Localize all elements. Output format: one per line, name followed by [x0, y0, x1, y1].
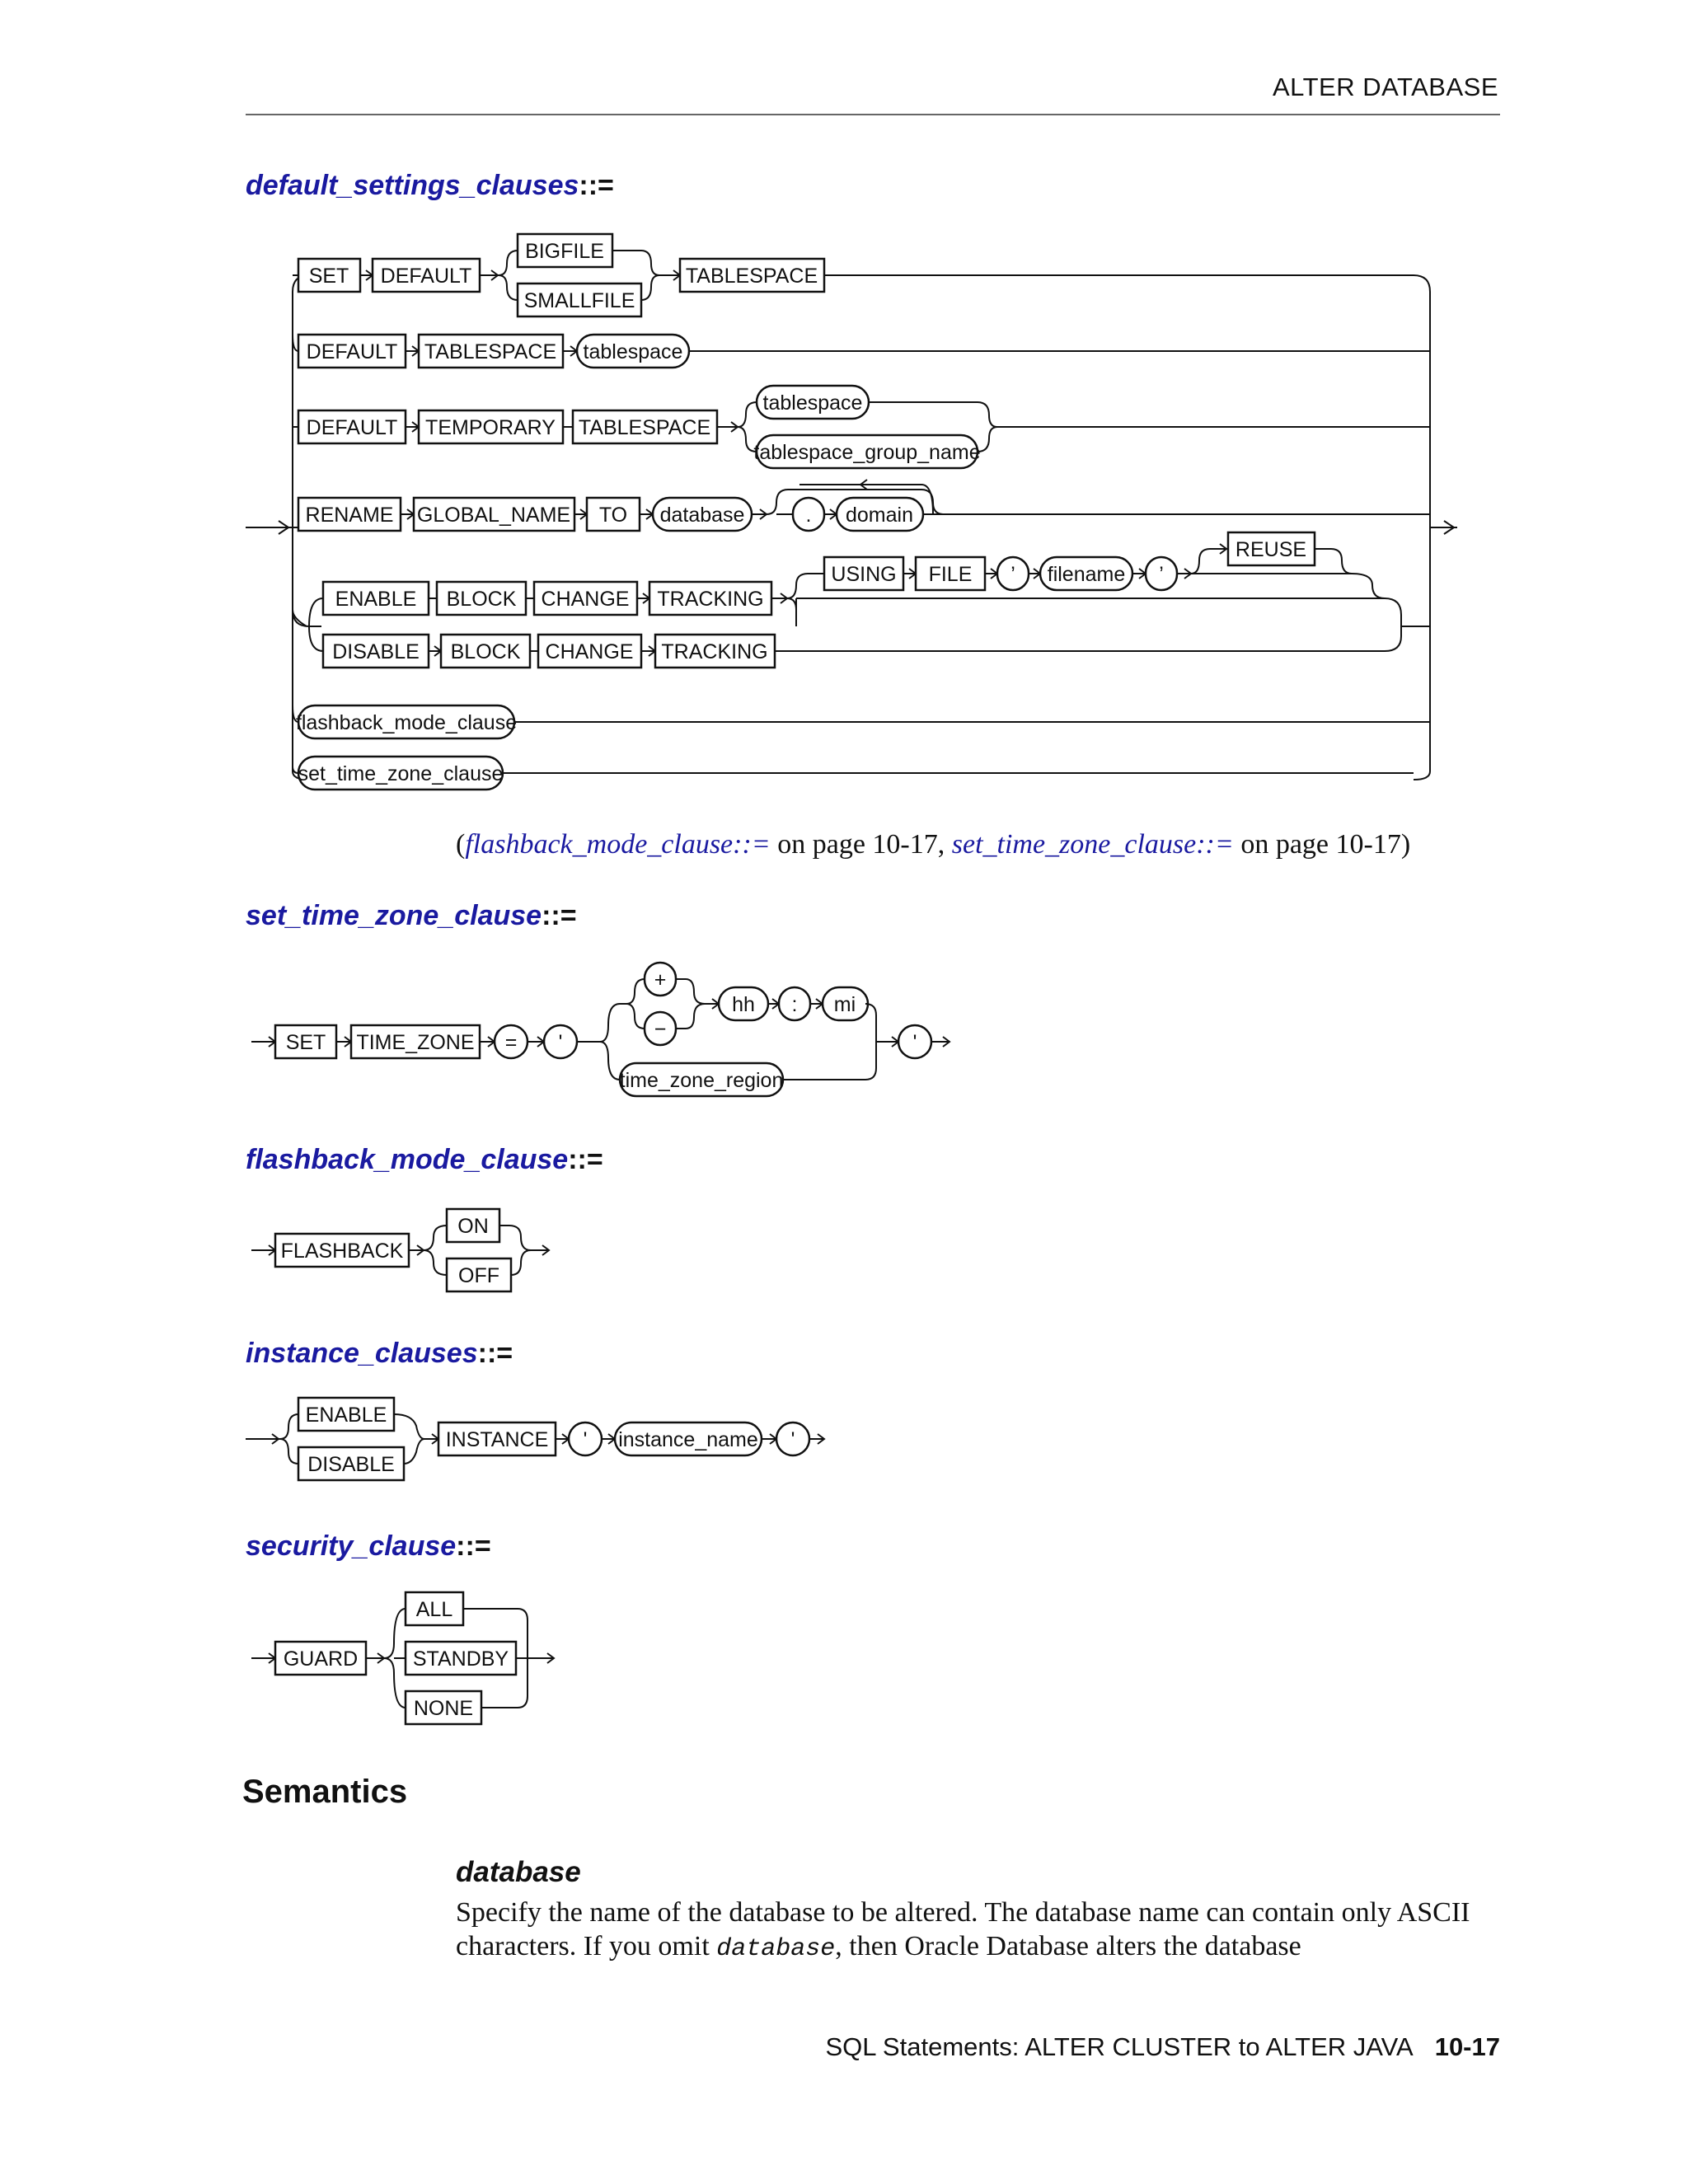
text-tablespace: tablespace: [583, 340, 683, 363]
text-default-2: DEFAULT: [306, 340, 398, 363]
text-block: BLOCK: [446, 588, 517, 611]
heading-instance-suffix: ::=: [477, 1338, 513, 1369]
diagram-flashback-mode: [0, 1199, 1688, 1315]
text-reuse: REUSE: [1235, 538, 1307, 561]
heading-default-settings-suffix: ::=: [579, 170, 614, 201]
footer-page-number: 10-17: [1434, 2032, 1500, 2061]
heading-set-time-zone-name: set_time_zone_clause: [246, 900, 542, 931]
footer-chapter: SQL Statements: ALTER CLUSTER to ALTER JAVA: [825, 2032, 1414, 2061]
paragraph-code-database: database: [716, 1935, 836, 1963]
text-change: CHANGE: [541, 588, 630, 611]
text-tz-quote-2: ': [912, 1031, 917, 1054]
semantics-paragraph: [456, 1896, 1503, 1966]
text-standby: STANDBY: [412, 1647, 509, 1671]
heading-instance-name: instance_clauses: [246, 1338, 478, 1369]
heading-default-settings-clauses: [246, 170, 614, 202]
text-tz-minus: −: [654, 1018, 667, 1041]
text-quote-1: ’: [1010, 563, 1015, 586]
crossref-line: [456, 829, 1410, 860]
crossref-open: (: [456, 829, 466, 860]
heading-instance-clauses: [246, 1338, 513, 1370]
text-tablespace-group-name: tablespace_group_name: [753, 441, 981, 464]
heading-security-name: security_clause: [246, 1530, 457, 1562]
semantics-subheading-database: database: [456, 1856, 581, 1888]
heading-security-clause: [246, 1530, 491, 1563]
text-smallfile: SMALLFILE: [523, 289, 635, 312]
text-file: FILE: [928, 563, 973, 586]
text-block-2: BLOCK: [450, 640, 521, 663]
text-time-zone-region: time_zone_region: [619, 1069, 784, 1092]
page-footer: [825, 2032, 1500, 2062]
text-instance-kw: INSTANCE: [445, 1428, 549, 1451]
text-set-time-zone-clause: set_time_zone_clause: [298, 762, 504, 785]
text-default: DEFAULT: [380, 265, 472, 288]
text-dot: .: [805, 504, 812, 527]
text-all: ALL: [415, 1598, 453, 1621]
text-none: NONE: [413, 1697, 474, 1720]
text-rename: RENAME: [305, 504, 394, 527]
diagram-default-settings: [0, 223, 1688, 816]
header-rule: [246, 114, 1500, 115]
paragraph-part-2: , then Oracle Database alters the database: [835, 1931, 1301, 1961]
text-instance-quote-2: ': [790, 1428, 795, 1451]
text-tz-mi: mi: [833, 993, 856, 1016]
text-flashback-mode-clause: flashback_mode_clause: [295, 711, 518, 734]
crossref-text-2: on page 10-17): [1233, 829, 1411, 860]
text-filename: filename: [1047, 563, 1126, 586]
crossref-link-set-time-zone[interactable]: set_time_zone_clause::=: [951, 829, 1234, 860]
text-on: ON: [457, 1215, 489, 1238]
text-tracking-2: TRACKING: [661, 640, 768, 663]
heading-flashback-mode-name: flashback_mode_clause: [246, 1144, 569, 1175]
text-tz-colon: :: [791, 993, 798, 1016]
text-tracking: TRACKING: [657, 588, 764, 611]
text-tz-hh: hh: [732, 993, 755, 1016]
text-global-name: GLOBAL_NAME: [416, 504, 571, 527]
text-guard: GUARD: [283, 1647, 359, 1671]
semantics-heading: Semantics: [242, 1774, 408, 1810]
text-enable: ENABLE: [335, 588, 417, 611]
text-tz-eq: =: [504, 1031, 518, 1054]
heading-flashback-mode-clause: [246, 1144, 603, 1176]
text-default-3: DEFAULT: [306, 416, 398, 439]
text-time-zone: TIME_ZONE: [356, 1031, 475, 1054]
paragraph-part-1: Specify the name of the database to be altered. The database name can contain only ASCII characters. If you omit: [456, 1897, 1470, 1961]
text-tz-plus: +: [654, 968, 667, 991]
text-tablespace-kw-2: TABLESPACE: [424, 340, 557, 363]
text-database: database: [659, 504, 745, 527]
heading-default-settings-name: default_settings_clauses: [246, 170, 579, 201]
text-tz-set: SET: [285, 1031, 326, 1054]
heading-security-suffix: ::=: [456, 1530, 491, 1562]
diagram-instance: [0, 1393, 1688, 1500]
text-change-2: CHANGE: [545, 640, 634, 663]
text-tablespace-kw-3: TABLESPACE: [578, 416, 711, 439]
crossref-text-1: on page 10-17,: [770, 829, 952, 860]
text-to: TO: [598, 504, 628, 527]
text-tablespace-kw: TABLESPACE: [685, 265, 818, 288]
text-domain: domain: [846, 504, 913, 527]
text-off: OFF: [458, 1264, 499, 1287]
text-set: SET: [308, 265, 349, 288]
text-temporary: TEMPORARY: [425, 416, 556, 439]
crossref-link-flashback[interactable]: flashback_mode_clause::=: [465, 829, 771, 860]
running-header: ALTER DATABASE: [1272, 73, 1498, 101]
text-instance-quote-1: ': [583, 1428, 588, 1451]
text-tablespace-2: tablespace: [762, 391, 863, 415]
text-instance-name: instance_name: [618, 1428, 758, 1451]
text-instance-enable: ENABLE: [305, 1404, 387, 1427]
text-tz-quote-1: ': [558, 1031, 563, 1054]
heading-flashback-mode-suffix: ::=: [568, 1144, 603, 1175]
text-flashback: FLASHBACK: [280, 1240, 404, 1263]
text-quote-2: ’: [1159, 563, 1164, 586]
diagram-set-time-zone: [0, 956, 1688, 1113]
text-bigfile: BIGFILE: [525, 240, 604, 263]
diagram-security: [0, 1584, 1688, 1741]
text-instance-disable: DISABLE: [307, 1453, 395, 1476]
text-using: USING: [831, 563, 897, 586]
heading-set-time-zone-suffix: ::=: [542, 900, 577, 931]
heading-set-time-zone-clause: [246, 900, 577, 932]
text-disable: DISABLE: [332, 640, 420, 663]
